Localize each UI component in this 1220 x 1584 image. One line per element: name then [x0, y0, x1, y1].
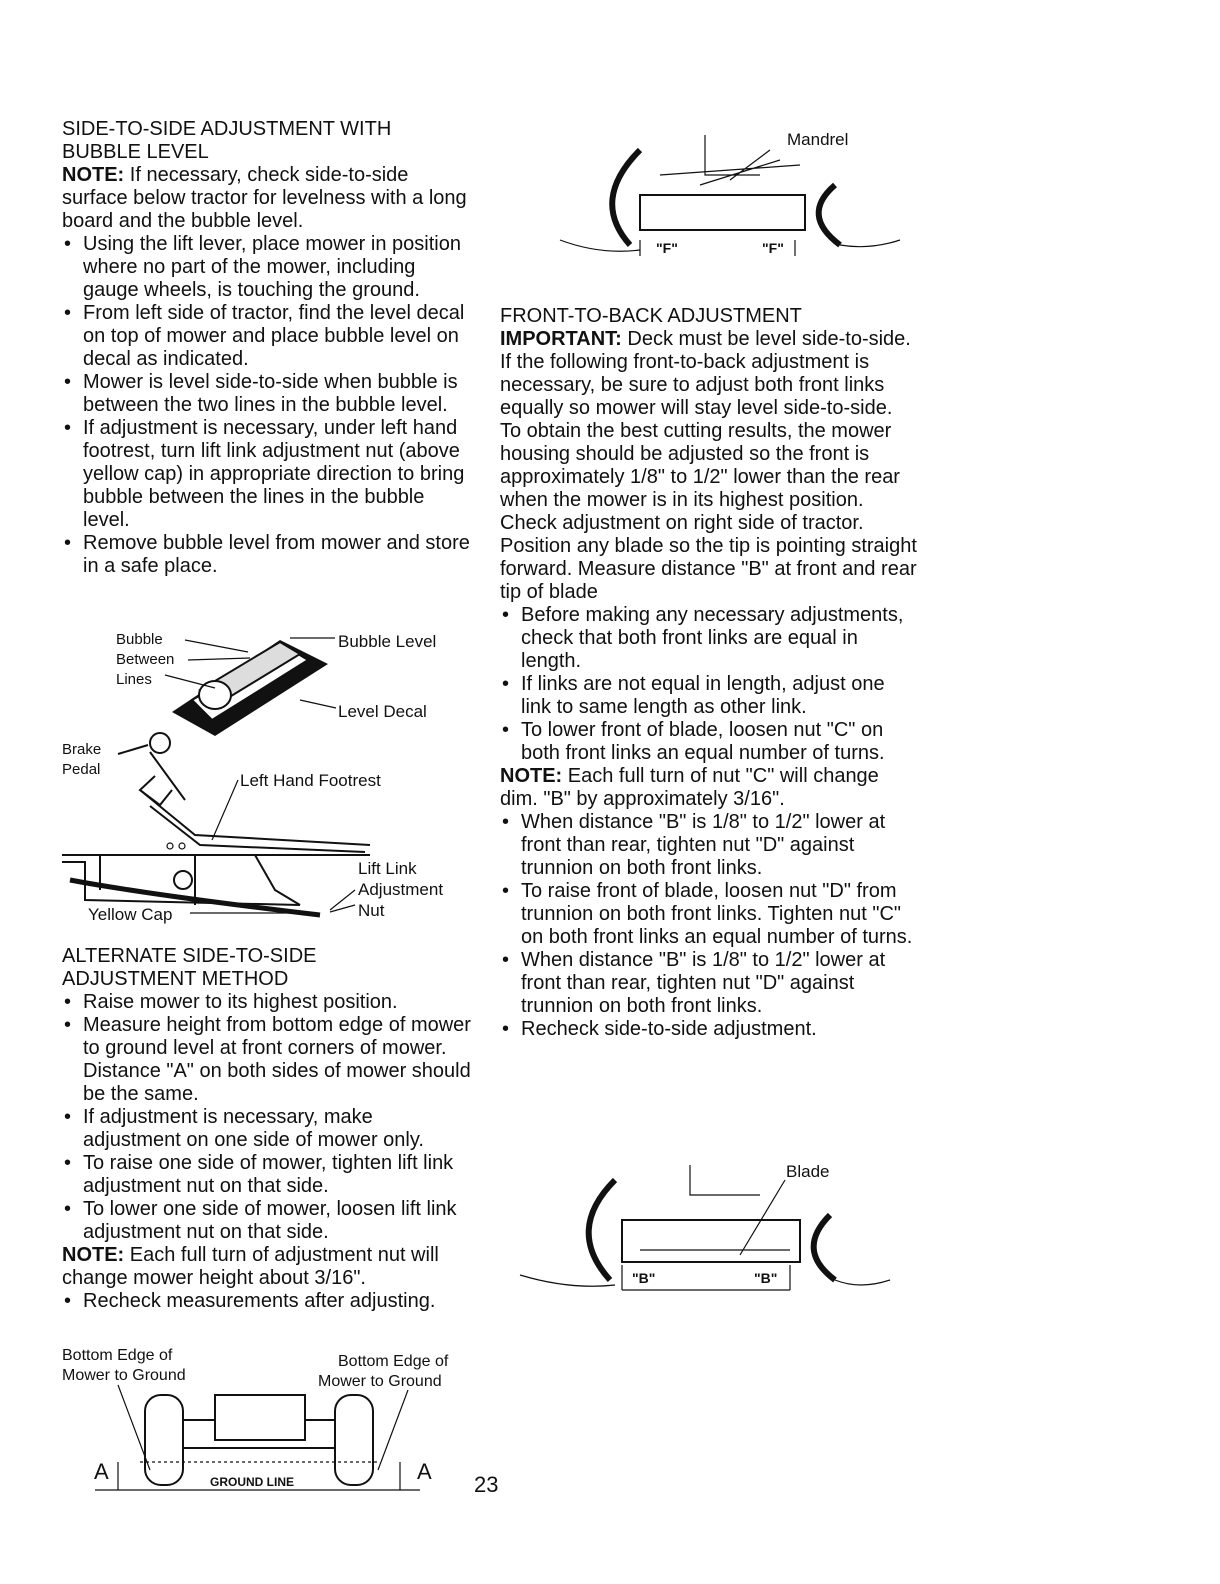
paragraph-best-results: To obtain the best cutting results, the mower housing should be adjusted so the front is approximately 1/8" to 1/2" lower than the rear when the mower is in its highest position.: [500, 420, 900, 511]
list-item: • To lower front of blade, loosen nut "C" on both front links an equal number of turns.: [500, 719, 920, 765]
label-bubble-level: Bubble Level: [338, 632, 437, 651]
list-item: • To raise one side of mower, tighten lift link adjustment nut on that side.: [62, 1152, 472, 1198]
label-distance-f-left: "F": [656, 240, 678, 256]
list-item: • Using the lift lever, place mower in position where no part of the mower, including gauge wheels, is touching the ground.: [62, 233, 472, 302]
note-levelness: NOTE: If necessary, check side-to-side surface below tractor for levelness with a long board and the bubble level.: [62, 164, 467, 232]
list-item: • To lower one side of mower, loosen lift link adjustment nut on that side.: [62, 1198, 472, 1244]
label-blade: Blade: [786, 1162, 830, 1181]
label-distance-f-right: "F": [762, 240, 784, 256]
note-nut-c: NOTE: Each full turn of nut "C" will change dim. "B" by approximately 3/16".: [500, 765, 879, 810]
list-item: • If adjustment is necessary, under left hand footrest, turn lift link adjustment nut (above yellow cap) in appropriate direction to bring bubble between the lines in the bubble level.: [62, 417, 472, 532]
list-item: • Before making any necessary adjustments, check that both front links are equal in length.: [500, 604, 920, 673]
label-left-hand-footrest: Left Hand Footrest: [240, 771, 381, 790]
list-item: • Raise mower to its highest position.: [62, 991, 472, 1014]
list-item: • When distance "B" is 1/8" to 1/2" lower at front than rear, tighten nut "D" against trunnion on both front links.: [500, 949, 920, 1018]
label-distance-b-left: "B": [632, 1270, 656, 1286]
label-yellow-cap: Yellow Cap: [88, 905, 173, 924]
section-heading-alternate: ALTERNATE SIDE-TO-SIDE ADJUSTMENT METHOD: [62, 945, 317, 990]
paragraph-check-adjustment: Check adjustment on right side of tractor. Position any blade so the tip is pointing straight forward. Measure distance "B" at front and rear tip of blade: [500, 512, 917, 603]
important-note: IMPORTANT: Deck must be level side-to-side. If the following front-to-back adjustment is necessary, be sure to adjust both front links equally so mower will stay level side-to-side.: [500, 328, 911, 419]
list-item: • If links are not equal in length, adjust one link to same length as other link.: [500, 673, 920, 719]
note-mower-height: NOTE: Each full turn of adjustment nut will change mower height about 3/16".: [62, 1244, 439, 1289]
label-distance-b-right: "B": [754, 1270, 778, 1286]
list-item: • Recheck measurements after adjusting.: [62, 1290, 472, 1313]
list-item: • From left side of tractor, find the level decal on top of mower and place bubble level on decal as indicated.: [62, 302, 472, 371]
label-ground-line: GROUND LINE: [210, 1475, 294, 1489]
section-heading-side-to-side: SIDE-TO-SIDE ADJUSTMENT WITH BUBBLE LEVEL: [62, 118, 392, 163]
label-level-decal: Level Decal: [338, 702, 427, 721]
label-lift-link-adjustment-nut: Lift Link Adjustment Nut: [358, 859, 444, 920]
label-brake-pedal: Brake Pedal: [62, 741, 102, 778]
page-number: 23: [474, 1472, 499, 1497]
list-item: • To raise front of blade, loosen nut "D" from trunnion on both front links. Tighten nut "C" on both front links an equal number of turns.: [500, 880, 920, 949]
label-bubble-between-lines: Bubble Between Lines: [116, 631, 175, 688]
label-distance-a-left: A: [94, 1459, 109, 1484]
list-item: • Recheck side-to-side adjustment.: [500, 1018, 920, 1041]
list-item: • If adjustment is necessary, make adjustment on one side of mower only.: [62, 1106, 472, 1152]
list-item: • Remove bubble level from mower and store in a safe place.: [62, 532, 472, 578]
label-distance-a-right: A: [417, 1459, 432, 1484]
label-mandrel: Mandrel: [787, 130, 849, 149]
section-heading-front-to-back: FRONT-TO-BACK ADJUSTMENT: [500, 305, 802, 327]
list-item: • Mower is level side-to-side when bubble is between the two lines in the bubble level.: [62, 371, 472, 417]
list-item: • When distance "B" is 1/8" to 1/2" lower at front than rear, tighten nut "D" against trunnion on both front links.: [500, 811, 920, 880]
label-bottom-edge-right: Bottom Edge of Mower to Ground: [318, 1353, 449, 1390]
list-item: • Measure height from bottom edge of mower to ground level at front corners of mower. Distance "A" on both sides of mower should be the same.: [62, 1014, 472, 1106]
label-bottom-edge-left: Bottom Edge of Mower to Ground: [62, 1347, 186, 1384]
